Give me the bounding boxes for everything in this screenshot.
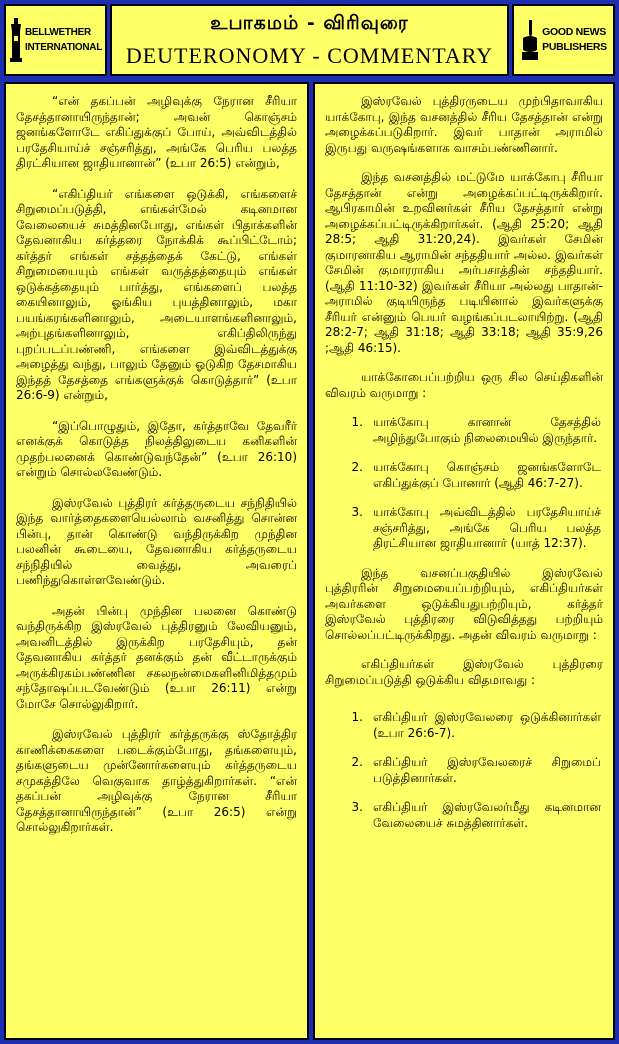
list-text: எகிப்தியர் இஸ்ரவேலரைச் சிறுமைப் படுத்தினார்கள். xyxy=(373,755,601,785)
bell-tower-icon xyxy=(9,18,23,62)
list-text: எகிப்தியர் இஸ்ரவேலர்மீது கடினமான வேலையைச் சுமத்தினார்கள். xyxy=(373,800,601,830)
paragraph: அதன் பின்பு முந்தின பலனை கொண்டு வந்திருக்கிற இஸ்ரவேல் புத்திரனும் லேவியனும், அவனிடத்தில் இருக்கிற பரதேசியும், தன் தேவனாகிய கர்த்தர் தனக்கும் தன் வீட்டாருக்கும் அருக்கிரகம்பண்ணின சகலநன்மைகளினிமித்தமும் சந்தோஷப்படவேண்டும் (உபா 26:11) என்று மோசே சொல்லுகிறார். xyxy=(16,603,297,711)
right-column xyxy=(313,82,615,1040)
logo-left-line2: INTERNATIONAL xyxy=(24,42,103,53)
hand-pen-icon xyxy=(520,20,540,60)
list-number: 2. xyxy=(351,460,363,474)
paragraph: இஸ்ரவேல் புத்திரருடைய முற்பிதாவாகிய யாக்கோபு, இந்த வசனத்தில் சீரிய தேசத்தான் என்று அழைக்கப்படுகிறார். இவர் பாதான் அராமில் இருபது வருஷங்களாக வாசம்பண்ணினார். xyxy=(325,94,603,155)
left-column xyxy=(4,82,309,1040)
list-number: 3. xyxy=(351,800,363,814)
title-english: DEUTERONOMY - COMMENTARY xyxy=(125,42,494,68)
paragraph: இஸ்ரவேல் புத்திரர் கர்த்தருடைய சந்நிதியில் இந்த வார்த்தைகளையெல்லாம் வசனித்து சொன்ன பின்பு, தான் கொண்டு வந்திருக்கிற முந்தின பலனின் கூடையை, தேவனாகிய கர்த்தருடைய சந்நிதியில் வைத்து, அவரைப் பணிந்துகொள்ளவேண்டும். xyxy=(16,495,297,587)
list-number: 2. xyxy=(351,755,363,769)
logo-left-line1: BELLWETHER xyxy=(24,27,91,38)
list-item xyxy=(345,415,601,446)
list-number: 1. xyxy=(351,710,363,724)
paragraph: இந்த வசனப்பகுதியில் இஸ்ரவேல் புத்திரரின் சிறுமையைப்பற்றியும், எகிப்தியர்கள் அவர்களை ஒடுக்கியதுபற்றியும், கர்த்தர் இஸ்ரவேல் புத்திரரை விடுவித்தது பற்றியும் சொல்லப்பட்டிருக்கிறது. அதன் விவரம் வருமாறு : xyxy=(325,565,603,642)
paragraph: இந்த வசனத்தில் மட்டுமே யாக்கோபு சீரியா தேசத்தான் என்று அழைக்கப்பட்டிருக்கிறார். ஆபிரகாமின் உறவினர்கள் சீரிய தேசத்தார் என்று அழைக்கப்பட்டிருக்கிறார்கள். (ஆதி 25:20; ஆதி 28:5; ஆதி 31:20,24). இவர்கள் சேமின் குமாரனாகிய ஆராமின் சந்ததியார் அல்ல. இவர்கள் சேமின் குமாரராகிய அர்பசாத்தின் சந்ததியார். (ஆதி 11:10-32) இவர்கள் சீரியா அல்லது பாதான்-அராமில் குடியிருந்த படியினால் இவர்களுக்கு சீரியர் என்னும் பெயர் வழங்கப்படலாயிற்று. (ஆதி 28:2-7; ஆதி 31:18; ஆதி 33:18; ஆதி 35:9,26 ;ஆதி 46:15). xyxy=(325,170,603,355)
list-text: யாக்கோபு அவ்விடத்தில் பரதேசியாய்ச் சஞ்சரித்து, அங்கே பெரிய பலத்த திரட்சியான ஜாதியானார் (யாத் 12:37). xyxy=(373,505,601,550)
paragraph: இஸ்ரவேல் புத்திரர் கர்த்தருக்கு ஸ்தோத்திர காணிக்கைகளை படைக்கும்போது, தங்களையும், தங்களுடைய முன்னோர்களையும் கர்த்தருடைய சமுகத்திலே வெகுவாக தாழ்த்துகிறார்கள். “என் தகப்பன் அழிவுக்கு நேரான சீரியா தேசத்தானாயிருந்தான்” (உபா 26:5) என்று சொல்லுகிறார்கள். xyxy=(16,727,297,834)
paragraph: “எகிப்தியர் எங்களை ஒடுக்கி, எங்களைச் சிறுமைப்படுத்தி, எங்கள்மேல் கடினமான வேலையைச் சுமத்தினபோது, எங்கள் பிதாக்களின் தேவனாகிய கர்த்தரை நோக்கிக் கூப்பிட்டோம்; கர்த்தர் எங்கள் சத்தத்தைக் கேட்டு, எங்கள் சிறுமையையும் எங்கள் வருத்தத்தையும் எங்கள் ஒடுக்கத்தையும் பார்த்து, எங்களைப் பலத்த கையினாலும், ஓங்கிய புயத்தினாலும், மகா பயங்கரங்களினாலும், அடையாளங்களினாலும், அற்புதங்களினாலும், எகிப்திலிருந்து புறப்படப்பண்ணி, எங்களை இவ்விடத்துக்கு அழைத்து வந்து, பாலும் தேனும் ஓடுகிற தேசமாகிய இந்தத் தேசத்தை எங்களுக்குக் கொடுத்தார்” (உபா 26:6-9) என்றும், xyxy=(16,186,297,402)
logo-right-line1: GOOD NEWS xyxy=(542,26,606,38)
oppression-list xyxy=(325,710,603,831)
list-number: 3. xyxy=(351,505,363,519)
logo-right-line2: PUBLISHERS xyxy=(542,41,607,53)
list-item xyxy=(345,460,601,491)
list-item xyxy=(345,710,601,741)
title-box xyxy=(110,4,509,76)
page-header xyxy=(4,4,615,76)
list-item xyxy=(345,505,601,552)
list-text: யாக்கோபு கானான் தேசத்தில் அழிந்துபோகும் நிலைமையில் இருந்தார். xyxy=(373,415,601,445)
title-tamil: உபாகமம் - விரிவுரை xyxy=(210,11,409,34)
paragraph: “இப்பொழுதும், இதோ, கர்த்தாவே தேவரீர் எனக்குக் கொடுத்த நிலத்திலுடைய கனிகளின் முதற்பலனைக் கொண்டுவந்தேன்” (உபா 26:10) என்றும் சொல்லவேண்டும். xyxy=(16,418,297,479)
paragraph: “என் தகப்பன் அழிவுக்கு நேரான சீரியா தேசத்தானாயிருந்தான்; அவன் கொஞ்சம் ஜனங்களோடே எகிப்துக்குப் போய், அவ்விடத்தில் பரதேசியாய்ச் சஞ்சரித்து, அங்கே பெரிய பலத்த திரட்சியான ஜாதியானான்” (உபா 26:5) என்றும், xyxy=(16,94,297,170)
jacob-facts-list xyxy=(325,415,603,552)
list-item xyxy=(345,800,601,831)
list-item xyxy=(345,755,601,786)
list-text: எகிப்தியர் இஸ்ரவேலரை ஒடுக்கினார்கள் (உபா 26:6-7). xyxy=(373,710,601,740)
paragraph: எகிப்தியர்கள் இஸ்ரவேல் புத்திரரை சிறுமைப்படுத்தி ஒடுக்கிய விதமாவது : xyxy=(325,657,603,687)
list-text: யாக்கோபு கொஞ்சம் ஜனங்களோடே எகிப்துக்குப் போனார் (ஆதி 46:7-27). xyxy=(373,460,601,490)
paragraph: யாக்கோபைப்பற்றிய ஒரு சில செய்திகளின் விவரம் வருமாறு : xyxy=(325,370,603,400)
bellwether-logo xyxy=(4,4,107,76)
list-number: 1. xyxy=(351,415,363,429)
good-news-logo xyxy=(512,4,615,76)
